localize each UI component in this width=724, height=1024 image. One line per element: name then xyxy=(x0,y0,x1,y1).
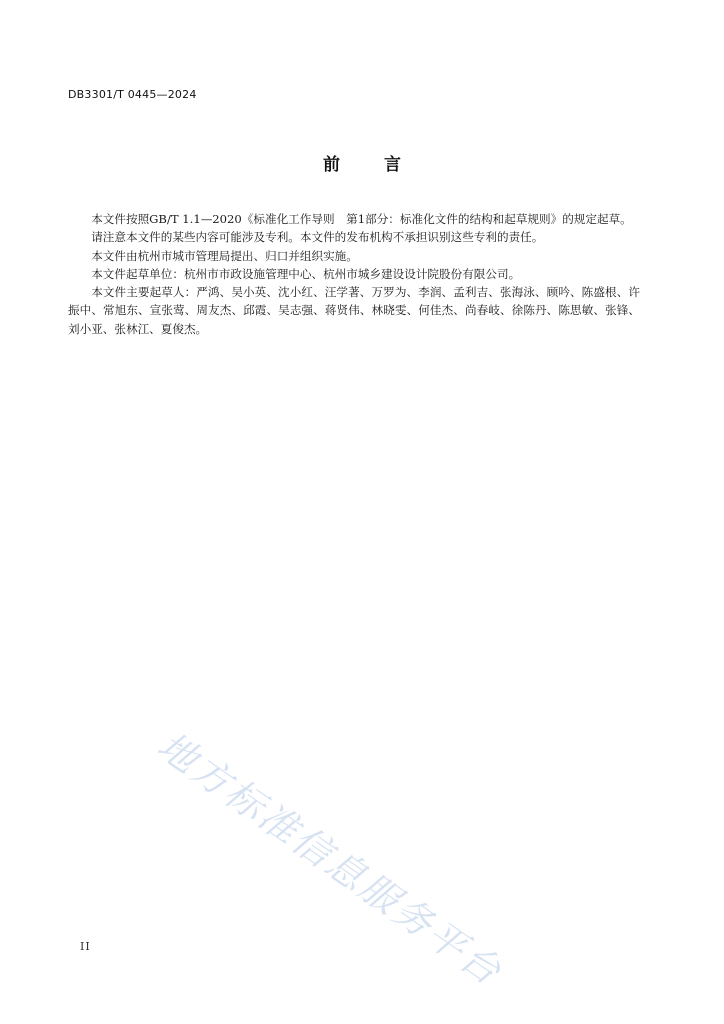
watermark: 地方标准信息服务平台 xyxy=(149,723,511,995)
paragraph-drafters: 本文件主要起草人：严鸿、吴小英、沈小红、汪学著、万罗为、李润、孟利吉、张海泳、顾吟、陈盛根、许振中、常旭东、宣张莺、周友杰、邱霞、吴志强、蒋贤伟、林晓雯、何佳杰、尚春岐、徐陈丹、陈思敏、张锋、刘小亚、张林江、夏俊杰。 xyxy=(68,285,640,336)
paragraph-proposer: 本文件由杭州市城市管理局提出、归口并组织实施。 xyxy=(91,248,358,263)
foreword-body xyxy=(68,210,640,338)
paragraph-drafting-rules: 本文件按照GB/T 1.1—2020《标准化工作导则 第1部分：标准化文件的结构和起草规则》的规定起草。 xyxy=(91,212,632,226)
document-code: DB3301/T 0445—2024 xyxy=(68,88,197,101)
paragraph-patent-notice: 请注意本文件的某些内容可能涉及专利。本文件的发布机构不承担识别这些专利的责任。 xyxy=(91,230,544,245)
paragraph-drafting-units: 本文件起草单位：杭州市市政设施管理中心、杭州市城乡建设设计院股份有限公司。 xyxy=(91,266,521,281)
page-number: II xyxy=(80,940,91,953)
page-title: 前言 xyxy=(323,155,445,175)
